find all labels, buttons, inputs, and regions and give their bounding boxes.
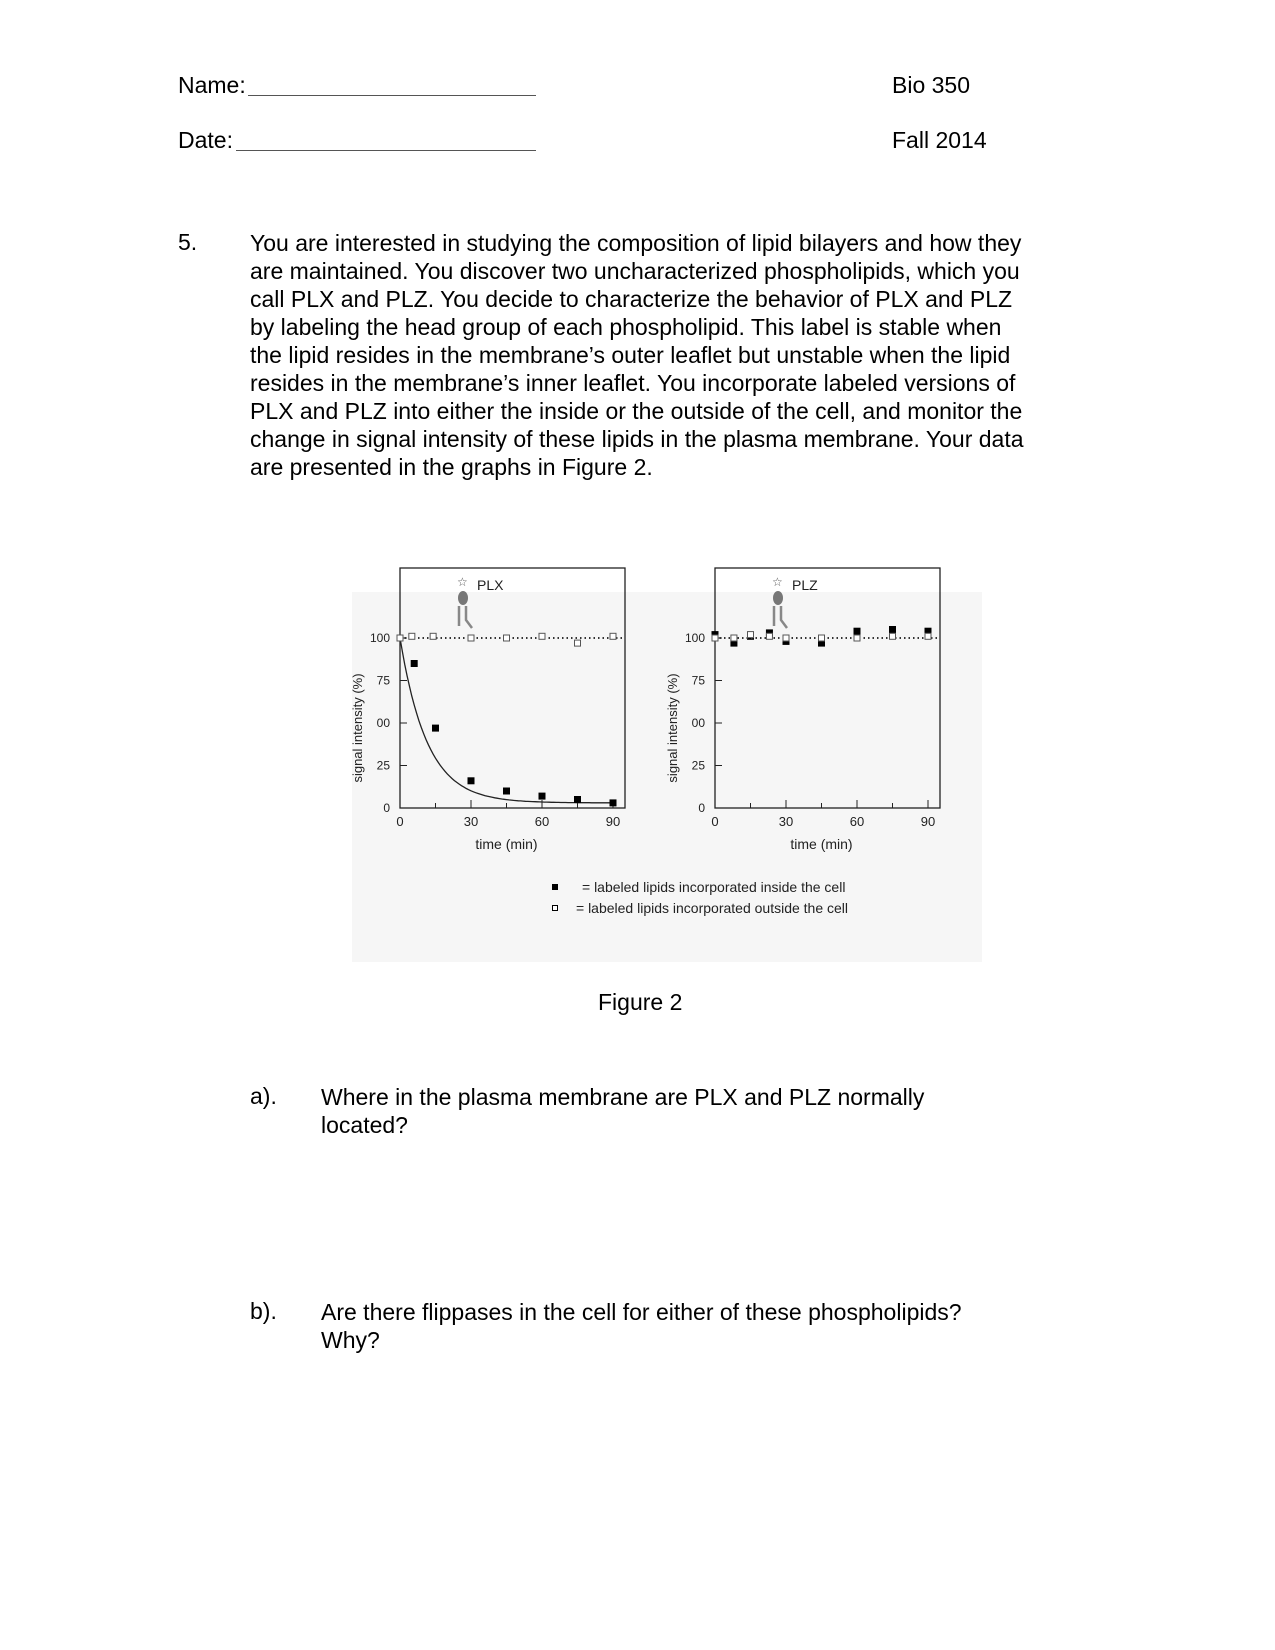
data-point-outside	[575, 640, 581, 646]
data-point-inside	[539, 793, 546, 800]
x-axis-label: time (min)	[475, 836, 538, 852]
plot-frame	[400, 568, 625, 808]
label-star-icon: ☆	[457, 575, 468, 589]
y-tick-label: 0	[698, 801, 705, 815]
data-point-outside	[854, 635, 860, 641]
subquestion-a-label: a).	[250, 1083, 277, 1109]
legend-open-text: = labeled lipids incorporated outside the cell	[576, 900, 849, 916]
data-point-outside	[783, 635, 789, 641]
y-axis-label: signal intensity (%)	[665, 673, 680, 783]
data-point-outside	[409, 633, 415, 639]
lipid-head-icon	[773, 591, 783, 605]
lipid-tail-icon	[459, 606, 472, 628]
question-text: You are interested in studying the composition of lipid bilayers and how they are maintained. You discover two uncharacterized phospholipids, which you call PLX and PLZ. You decide to characterize the behavior of PLX and PLZ by labeling the head group of each phospholipid. This label is stable when the lipid resides in the membrane’s outer leaflet but unstable when the lipid resides in the membrane’s inner leaflet. You incorporate labeled versions of PLX and PLZ into either the inside or the outside of the cell, and monitor the change in signal intensity of these lipids in the plasma membrane. Your data are presented in the graphs in Figure 2.	[250, 230, 1024, 480]
y-tick-label: 25	[691, 758, 705, 773]
x-tick-label: 60	[849, 814, 865, 829]
y-tick-label: 75	[376, 673, 390, 688]
data-point-inside	[432, 725, 439, 732]
lipid-head-icon	[458, 591, 468, 605]
data-point-outside	[890, 633, 896, 639]
figure-caption: Figure 2	[598, 989, 683, 1015]
x-tick-label: 90	[605, 814, 621, 829]
label-star-icon: ☆	[772, 575, 783, 589]
data-point-inside	[411, 660, 418, 667]
data-point-outside	[925, 633, 931, 639]
question-number: 5.	[178, 229, 198, 255]
data-point-outside	[397, 635, 403, 641]
date-label: Date:	[178, 127, 233, 153]
term-label: Fall 2014	[892, 127, 987, 153]
x-tick-label: 60	[534, 814, 550, 829]
course-label: Bio 350	[892, 72, 971, 98]
name-label: Name:	[178, 72, 246, 98]
data-point-outside	[712, 635, 718, 641]
y-tick-label: 75	[691, 673, 705, 688]
data-point-outside	[468, 635, 474, 641]
data-point-outside	[430, 633, 436, 639]
chart-title: PLX	[477, 577, 504, 593]
data-point-inside	[610, 799, 617, 806]
x-axis-label: time (min)	[790, 836, 853, 852]
data-point-inside	[468, 777, 475, 784]
figure-2	[350, 575, 982, 962]
y-tick-label: 100	[684, 631, 705, 645]
x-tick-label: 0	[711, 814, 719, 829]
data-point-outside	[539, 633, 545, 639]
chart-title: PLZ	[792, 577, 818, 593]
x-tick-label: 0	[396, 814, 404, 829]
data-point-outside	[731, 635, 737, 641]
data-point-outside	[610, 633, 616, 639]
data-point-outside	[504, 635, 510, 641]
data-point-inside	[854, 628, 861, 635]
subquestion-b-label: b).	[250, 1298, 277, 1324]
legend-open-marker	[553, 906, 558, 911]
data-point-outside	[766, 633, 772, 639]
legend-filled-text: = labeled lipids incorporated inside the cell	[582, 879, 846, 895]
y-tick-label: 00	[376, 716, 390, 730]
data-point-inside	[574, 796, 581, 803]
x-tick-label: 30	[778, 814, 794, 829]
y-tick-label: 00	[691, 716, 705, 730]
legend-filled-marker	[552, 884, 558, 890]
data-point-inside	[503, 788, 510, 795]
y-tick-label: 100	[369, 631, 390, 645]
y-axis-label: signal intensity (%)	[350, 673, 365, 783]
x-tick-label: 90	[920, 814, 936, 829]
data-point-outside	[819, 635, 825, 641]
data-point-outside	[748, 632, 754, 638]
y-tick-label: 25	[376, 758, 390, 773]
subquestion-a-text: Where in the plasma membrane are PLX and PLZ normally located?	[321, 1084, 925, 1138]
lipid-tail-icon	[774, 606, 787, 628]
figure-svg	[350, 575, 982, 962]
chart-panel-plx	[350, 568, 625, 852]
name-field[interactable]	[248, 95, 536, 96]
chart-panel-plz	[665, 568, 940, 852]
fit-curve	[400, 638, 613, 803]
data-point-inside	[889, 626, 896, 633]
date-field[interactable]	[236, 150, 536, 151]
subquestion-b-text: Are there flippases in the cell for either of these phospholipids? Why?	[321, 1299, 962, 1353]
y-tick-label: 0	[383, 801, 390, 815]
x-tick-label: 30	[463, 814, 479, 829]
plot-frame	[715, 568, 940, 808]
